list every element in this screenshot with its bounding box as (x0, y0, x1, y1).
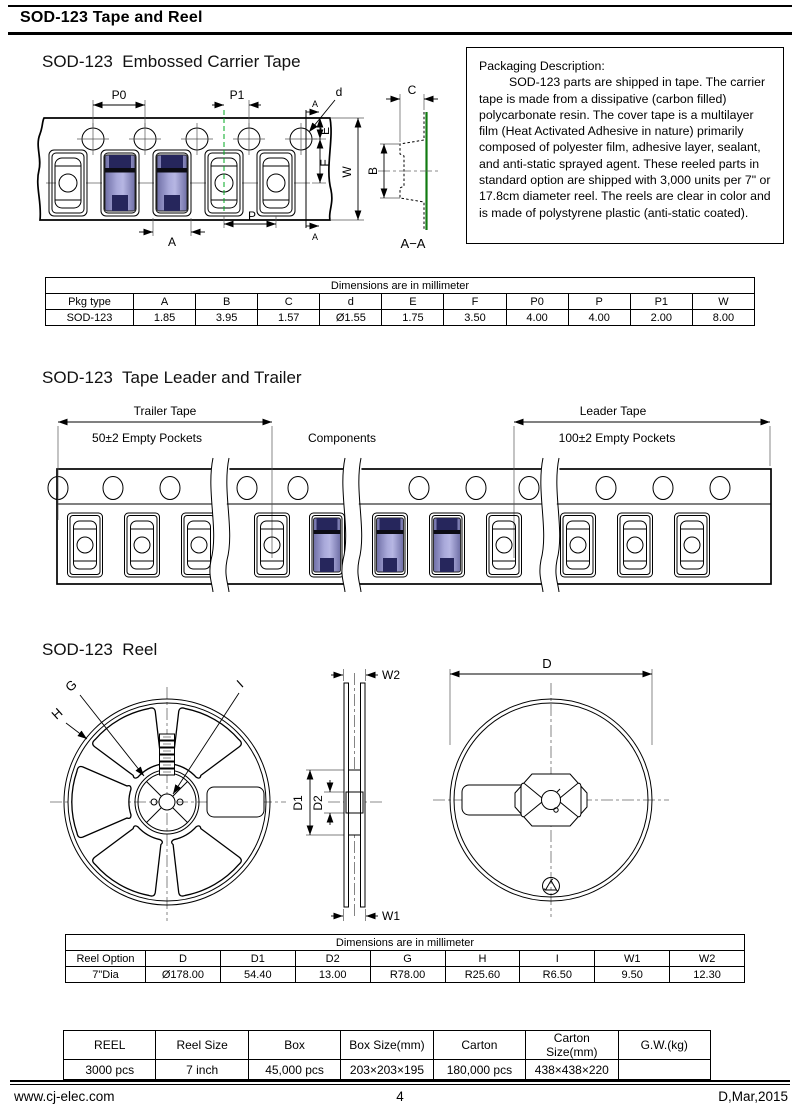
data-cell: 7 inch (156, 1060, 248, 1080)
leader-trailer-drawing (25, 400, 775, 595)
table-row (64, 1060, 711, 1080)
p-label: P (247, 209, 257, 223)
data-cell: 4.00 (568, 310, 630, 326)
footer-rule-thin (10, 1084, 790, 1085)
header-cell: B (196, 294, 258, 310)
header-cell: I (520, 951, 595, 967)
data-cell: 12.30 (670, 967, 745, 983)
header-cell: G.W.(kg) (618, 1031, 710, 1060)
header-cell: Pkg type (46, 294, 134, 310)
header-cell: D (146, 951, 221, 967)
c-label: C (407, 83, 417, 97)
i-label: I (233, 676, 247, 691)
section-a-bottom-label: A (312, 232, 319, 242)
tape-outline (57, 469, 771, 584)
data-cell: Ø178.00 (146, 967, 221, 983)
hub-marking-boxes (160, 734, 175, 775)
w-label: W (340, 166, 354, 178)
data-cell: R78.00 (370, 967, 445, 983)
h-leader-line (66, 723, 87, 739)
packaging-description-body: SOD-123 parts are shipped in tape. The carrier tape is made from a dissipative (carbon filled) polycarbonate resin. The cover tape is a multilayer film (Heat Activated Adhesive in nature) primarily composed of polyester film, adhesive layer, sealant, and anti-static sprayed agent. These reeled parts in standard option are shipped with 3,000 units per 7" or 17.8cm diameter reel. The reels are clear in color and is made of polystyrene plastic (anti-static coated). (479, 75, 771, 220)
header-cell: A (134, 294, 196, 310)
footer-website: www.cj-elec.com (14, 1089, 115, 1104)
data-cell: 45,000 pcs (248, 1060, 340, 1080)
data-cell: SOD-123 (46, 310, 134, 326)
table-caption: Dimensions are in millimeter (46, 278, 755, 294)
reel-side-view (328, 668, 400, 923)
header-cell: P (568, 294, 630, 310)
data-cell: 7"Dia (66, 967, 146, 983)
data-cell: 3.95 (196, 310, 258, 326)
header-cell: P0 (506, 294, 568, 310)
p0-label: P0 (111, 88, 127, 102)
header-cell: H (445, 951, 520, 967)
reel-dimensions-table (65, 934, 745, 983)
header-cell: Carton Size(mm) (526, 1031, 618, 1060)
data-cell: 13.00 (295, 967, 370, 983)
reel-drawing (30, 655, 770, 940)
data-cell: R25.60 (445, 967, 520, 983)
footer-date: D,Mar,2015 (718, 1089, 788, 1104)
tape-dimensions-table (45, 277, 755, 326)
data-cell: 3000 pcs (64, 1060, 156, 1080)
data-cell: 54.40 (220, 967, 295, 983)
component-pocket (153, 150, 191, 216)
component-pocket (310, 513, 345, 577)
section-title-reel: SOD-123 Reel (42, 640, 158, 659)
w2-label: W2 (382, 668, 400, 682)
component-pocket (430, 513, 465, 577)
components-label: Components (307, 431, 377, 445)
leader-tape-label: Leader Tape (579, 404, 647, 418)
component-pocket (373, 513, 408, 577)
table-header-row (46, 294, 755, 310)
packaging-description-box (466, 47, 784, 244)
f-label: F (318, 159, 332, 167)
d1-label: D1 (291, 795, 305, 811)
table-header-row (66, 951, 745, 967)
a-label: A (167, 235, 177, 249)
header-cell: D1 (220, 951, 295, 967)
data-cell: 4.00 (506, 310, 568, 326)
page-title: SOD-123 Tape and Reel (20, 9, 203, 26)
trailer-pockets-label: 50±2 Empty Pockets (92, 431, 202, 445)
w1-label: W1 (382, 909, 400, 923)
d-label: d (335, 85, 343, 99)
data-cell: 1.57 (258, 310, 320, 326)
header-cell: Carton (433, 1031, 525, 1060)
header-top-rule (8, 5, 792, 7)
table-header-row (64, 1031, 711, 1060)
header-cell: F (444, 294, 506, 310)
section-view-a-a (366, 83, 438, 251)
header-cell: P1 (630, 294, 692, 310)
data-cell: 1.85 (134, 310, 196, 326)
carrier-tape-drawing (28, 82, 458, 267)
data-cell: 3.50 (444, 310, 506, 326)
header-bottom-rule (8, 32, 792, 35)
data-cell: R6.50 (520, 967, 595, 983)
g-label: G (62, 676, 80, 695)
header-cell: G (370, 951, 445, 967)
hub-center-hole (159, 794, 175, 810)
data-cell: 203×203×195 (341, 1060, 433, 1080)
header-cell: Reel Option (66, 951, 146, 967)
header-cell: d (320, 294, 382, 310)
header-cell: REEL (64, 1031, 156, 1060)
header-cell: W1 (595, 951, 670, 967)
leader-pockets-label: 100±2 Empty Pockets (558, 431, 676, 445)
component-pocket (101, 150, 139, 216)
data-cell: 8.00 (692, 310, 754, 326)
data-cell: 180,000 pcs (433, 1060, 525, 1080)
data-cell (618, 1060, 710, 1080)
header-cell: C (258, 294, 320, 310)
table-row (66, 967, 745, 983)
data-cell: Ø1.55 (320, 310, 382, 326)
header-cell: D2 (295, 951, 370, 967)
header-cell: Box (248, 1031, 340, 1060)
section-title-carrier-tape: SOD-123 Embossed Carrier Tape (42, 52, 301, 71)
header-cell: Box Size(mm) (341, 1031, 433, 1060)
section-title-leader-trailer: SOD-123 Tape Leader and Trailer (42, 368, 302, 387)
data-cell: 1.75 (382, 310, 444, 326)
data-cell: 9.50 (595, 967, 670, 983)
header-cell: W (692, 294, 754, 310)
b-label: B (366, 166, 380, 176)
header-cell: Reel Size (156, 1031, 248, 1060)
header-cell: W2 (670, 951, 745, 967)
reel-slot (207, 787, 264, 817)
footer-rule-thick (10, 1080, 790, 1082)
p1-label: P1 (229, 88, 245, 102)
packaging-description-title: Packaging Description: (479, 59, 605, 73)
footer-page-number: 4 (396, 1089, 404, 1104)
recycle-icon (543, 878, 560, 895)
h-label: H (48, 704, 66, 723)
reel-d-label: D (542, 656, 552, 671)
trailer-tape-label: Trailer Tape (133, 404, 197, 418)
reel-hub-section (349, 770, 361, 835)
section-name-label: A−A (400, 236, 426, 251)
header-cell: E (382, 294, 444, 310)
d2-label: D2 (311, 795, 325, 811)
table-row (46, 310, 755, 326)
data-cell: 2.00 (630, 310, 692, 326)
e-label: E (318, 126, 332, 136)
packing-quantity-table (63, 1030, 711, 1080)
section-a-top-label: A (312, 99, 319, 109)
hub-center-hole (542, 791, 561, 810)
table-caption: Dimensions are in millimeter (66, 935, 745, 951)
data-cell: 438×438×220 (526, 1060, 618, 1080)
